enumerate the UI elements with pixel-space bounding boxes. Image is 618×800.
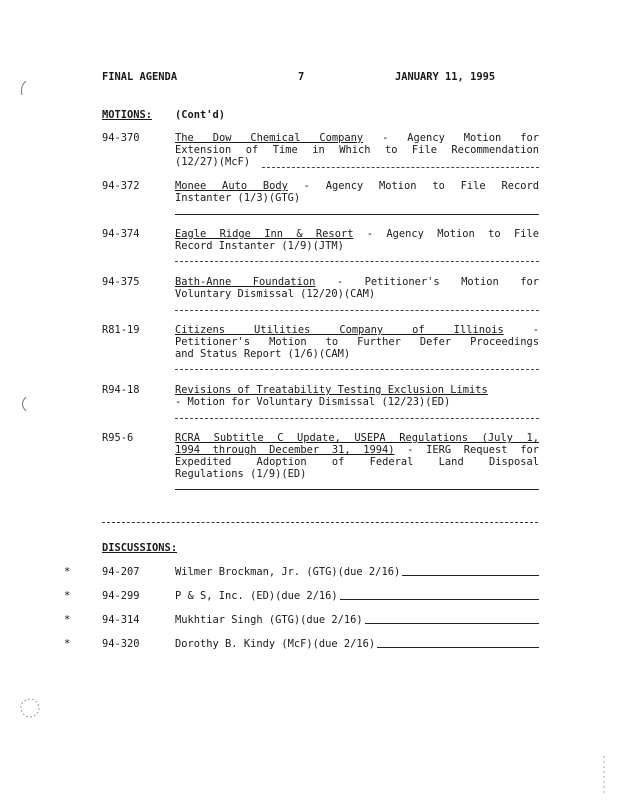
case-name: Revisions of Treatability Testing Exclusion Limits <box>175 384 488 396</box>
signature-line <box>377 638 539 648</box>
case-number: R94-18 <box>102 384 140 396</box>
case-name: Eagle Ridge Inn & Resort <box>175 228 354 240</box>
signature-line <box>175 310 539 311</box>
case-name-continued: 1994 through December 31, 1994) <box>175 444 395 456</box>
signature-line <box>175 261 539 262</box>
case-number: 94-207 <box>102 566 140 578</box>
case-number: 94-314 <box>102 614 140 626</box>
header-left: FINAL AGENDA <box>102 71 178 83</box>
star-marker: * <box>64 638 71 650</box>
signature-line <box>175 369 539 370</box>
discussions-heading: DISCUSSIONS: <box>102 542 178 554</box>
case-name: Bath-Anne Foundation <box>175 276 316 288</box>
case-entry: The Dow Chemical Company - Agency Motion for Extension of Time in Which to File Recommendation (12/27)(McF) <box>175 132 539 168</box>
discussion-text: Dorothy B. Kindy (McF)(due 2/16) <box>175 638 376 650</box>
discussion-text: P & S, Inc. (ED)(due 2/16) <box>175 590 338 602</box>
case-number: 94-375 <box>102 276 140 288</box>
case-number: 94-320 <box>102 638 140 650</box>
case-number: 94-372 <box>102 180 140 192</box>
case-number: R95-6 <box>102 432 134 444</box>
section-divider <box>102 522 538 523</box>
case-number: 94-299 <box>102 590 140 602</box>
star-marker: * <box>64 614 71 626</box>
scan-mark-icon <box>16 694 46 722</box>
case-name: Citizens Utilities Company of Illinois <box>175 324 504 336</box>
signature-line <box>365 614 539 624</box>
signature-line <box>175 489 539 490</box>
case-name: The Dow Chemical Company <box>175 132 364 144</box>
page-number: 7 <box>298 71 305 83</box>
case-entry: Bath-Anne Foundation - Petitioner's Motion for Voluntary Dismissal (12/20)(CAM) <box>175 276 539 300</box>
signature-line <box>175 214 539 215</box>
case-number: 94-374 <box>102 228 140 240</box>
signature-line <box>175 418 539 419</box>
discussion-text: Mukhtiar Singh (GTG)(due 2/16) <box>175 614 363 626</box>
star-marker: * <box>64 566 71 578</box>
motions-heading: MOTIONS: <box>102 109 153 121</box>
case-number: R81-19 <box>102 324 140 336</box>
header-date: JANUARY 11, 1995 <box>395 71 496 83</box>
signature-line <box>340 590 539 600</box>
discussion-text: Wilmer Brockman, Jr. (GTG)(due 2/16) <box>175 566 401 578</box>
star-marker: * <box>64 590 71 602</box>
case-entry: Citizens Utilities Company of Illinois - Petitioner's Motion to Further Defer Proceedings and Status Report (1/6)(CAM) <box>175 324 539 360</box>
case-entry: Eagle Ridge Inn & Resort - Agency Motion to File Record Instanter (1/9)(JTM) <box>175 228 540 252</box>
scan-mark-icon <box>18 396 28 412</box>
scan-mark-icon <box>18 80 28 96</box>
signature-line <box>262 167 539 168</box>
motions-cont: (Cont'd) <box>175 109 226 121</box>
case-entry: Revisions of Treatability Testing Exclusion Limits - Motion for Voluntary Dismissal (12/23)(ED) <box>175 384 488 408</box>
signature-line <box>402 566 539 576</box>
case-number: 94-370 <box>102 132 140 144</box>
case-entry: Monee Auto Body - Agency Motion to File Record Instanter (1/3)(GTG) <box>175 180 539 204</box>
case-name: Monee Auto Body <box>175 180 288 192</box>
case-entry: RCRA Subtitle C Update, USEPA Regulations (July 1, 1994 through December 31, 1994) - IERG Request for Expedited Adoption of Federal Land Disposal Regulations (1/9)(ED) <box>175 432 539 480</box>
scan-mark-icon <box>600 756 608 796</box>
case-name: RCRA Subtitle C Update, USEPA Regulations (July 1, <box>175 432 539 444</box>
